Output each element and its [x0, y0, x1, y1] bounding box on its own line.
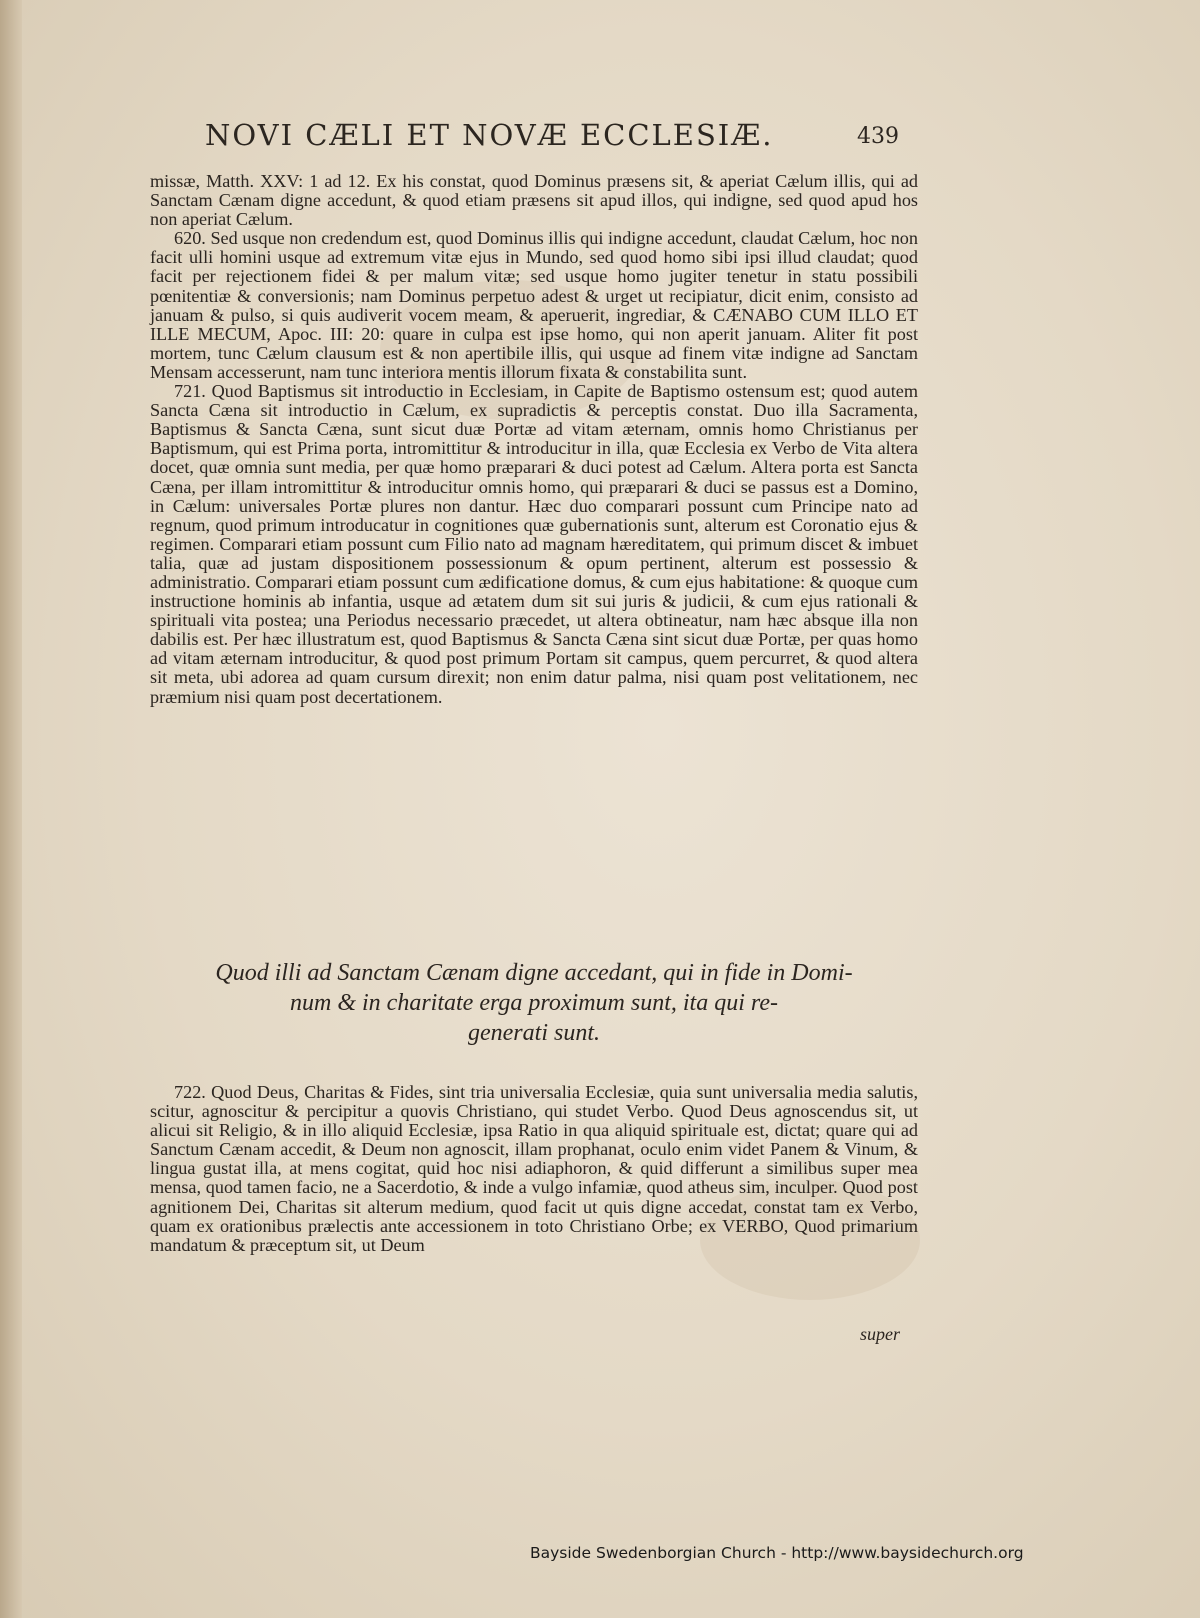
section-heading-line: generati sunt. [468, 1020, 600, 1046]
page-gutter [0, 0, 22, 1618]
body-text [150, 172, 918, 707]
catchword: super [860, 1324, 900, 1344]
section-heading-line: Quod illi ad Sanctam Cænam digne accedant, qui in fide in Domi- [215, 960, 853, 986]
paragraph-continuation: missæ, Matth. XXV: 1 ad 12. Ex his constat, quod Dominus præsens sit, & aperiat Cælum illis, qui ad Sanctam Cænam digne accedunt, & quod etiam præsens sit apud illos, qui indigne, sed quod apud hos non aperiat Cælum. [150, 171, 918, 230]
paragraph-620: 620. Sed usque non credendum est, quod Dominus illis qui indigne accedunt, claudat Cælum, hoc non facit ulli homini usque ad extremum vitæ ejus in Mundo, sed quod homo sibi ipsi illud claudat; quod facit per rejectionem fidei & per malum vitæ; sed usque homo jugiter tenetur in statu possibili pœnitentiæ & conversionis; nam Dominus perpetuo adest & urget ut recipiatur, dicit enim, consisto ad januam & pulso, si quis audiverit vocem meam, & aperuerit, ingrediar, & CÆNABO CUM ILLO ET ILLE MECUM, Apoc. III: 20: quare in culpa est ipse homo, qui non aperit januam. Aliter fit post mortem, tunc Cælum clausum est & non apertibile illis, qui usque ad finem vitæ indigne ad Sanctam Mensam accesserunt, nam tunc interiora mentis illorum fixata & constabilita sunt. [150, 228, 918, 382]
watermark-credit: Bayside Swedenborgian Church - http://www.baysidechurch.org [530, 1544, 1024, 1562]
section-heading [150, 958, 918, 1048]
running-title: NOVI CÆLI ET NOVÆ ECCLESIÆ. [205, 118, 774, 152]
section-heading-line: num & in charitate erga proximum sunt, ita qui re- [290, 990, 778, 1016]
paragraph-722: 722. Quod Deus, Charitas & Fides, sint tria universalia Ecclesiæ, quia sunt universalia media salutis, scitur, agnoscitur & percipitur a quovis Christiano, qui studet Verbo. Quod Deus agnoscendus sit, ut alicui sit Religio, & in illo aliquid Ecclesiæ, ipsa Ratio in qua aliquid spirituale est, dictat; quare qui ad Sanctum Cænam accedit, & Deum non agnoscit, illam prophanat, oculo enim videt Panem & Vinum, & lingua gustat illa, at mens cogitat, quid hoc nisi adiaphoron, & quid differunt a similibus super mea mensa, quod tamen facio, ne a Sacerdotio, & inde a vulgo infamiæ, quod atheus sim, inculper. Quod post agnitionem Dei, Charitas sit alterum medium, quod facit ut quis digne accedat, constat tam ex Verbo, quam ex orationibus prælectis ante accessionem in toto Christiano Orbe; ex VERBO, Quod primarium mandatum & præceptum sit, ut Deum [150, 1082, 918, 1255]
paragraph-721: 721. Quod Baptismus sit introductio in Ecclesiam, in Capite de Baptismo ostensum est; quod autem Sancta Cæna sit introductio in Cælum, ex supradictis & perceptis constat. Duo illa Sacramenta, Baptismus & Sancta Cæna, sunt sicut duæ Portæ ad vitam æternam, omnis homo Christianus per Baptismum, qui est Prima porta, intromittitur & introducitur in illa, quæ Ecclesia ex Verbo de Vita altera docet, quæ omnia sunt media, per quæ homo præparari & duci potest ad Cælum. Altera porta est Sancta Cæna, per illam intromittitur & introducitur omnis homo, qui præparari & duci se passus est a Domino, in Cælum: universales Portæ plures non dantur. Hæc duo comparari possunt cum Principe nato ad regnum, quod primum introducatur in cognitiones quæ gubernationis sunt, alterum est Coronatio ejus & regimen. Comparari etiam possunt cum Filio nato ad magnam hæreditatem, qui primum discet & imbuet talia, quæ ad justam dispositionem possessionum & opum pertinent, alterum est possessio & administratio. Comparari etiam possunt cum ædificatione domus, & cum ejus habitatione: & quoque cum instructione hominis ab infantia, usque ad ætatem dum sit sui juris & judicii, & cum ejus rationali & spirituali vita postea; una Periodus necessario præcedet, ut altera obtineatur, nam hæc absque illa non dabilis est. Per hæc illustratum est, quod Baptismus & Sancta Cæna sint sicut duæ Portæ, per quas homo ad vitam æternam introducitur, & quod post primum Portam sit campus, quem percurret, & quod altera sit meta, ubi adorea ad quam cursum direxit; non enim datur palma, nisi quam post velitationem, nec præmium nisi quam post decertationem. [150, 381, 918, 707]
running-head [205, 112, 925, 162]
page-number: 439 [857, 124, 899, 149]
body-text-lower [150, 1083, 918, 1255]
